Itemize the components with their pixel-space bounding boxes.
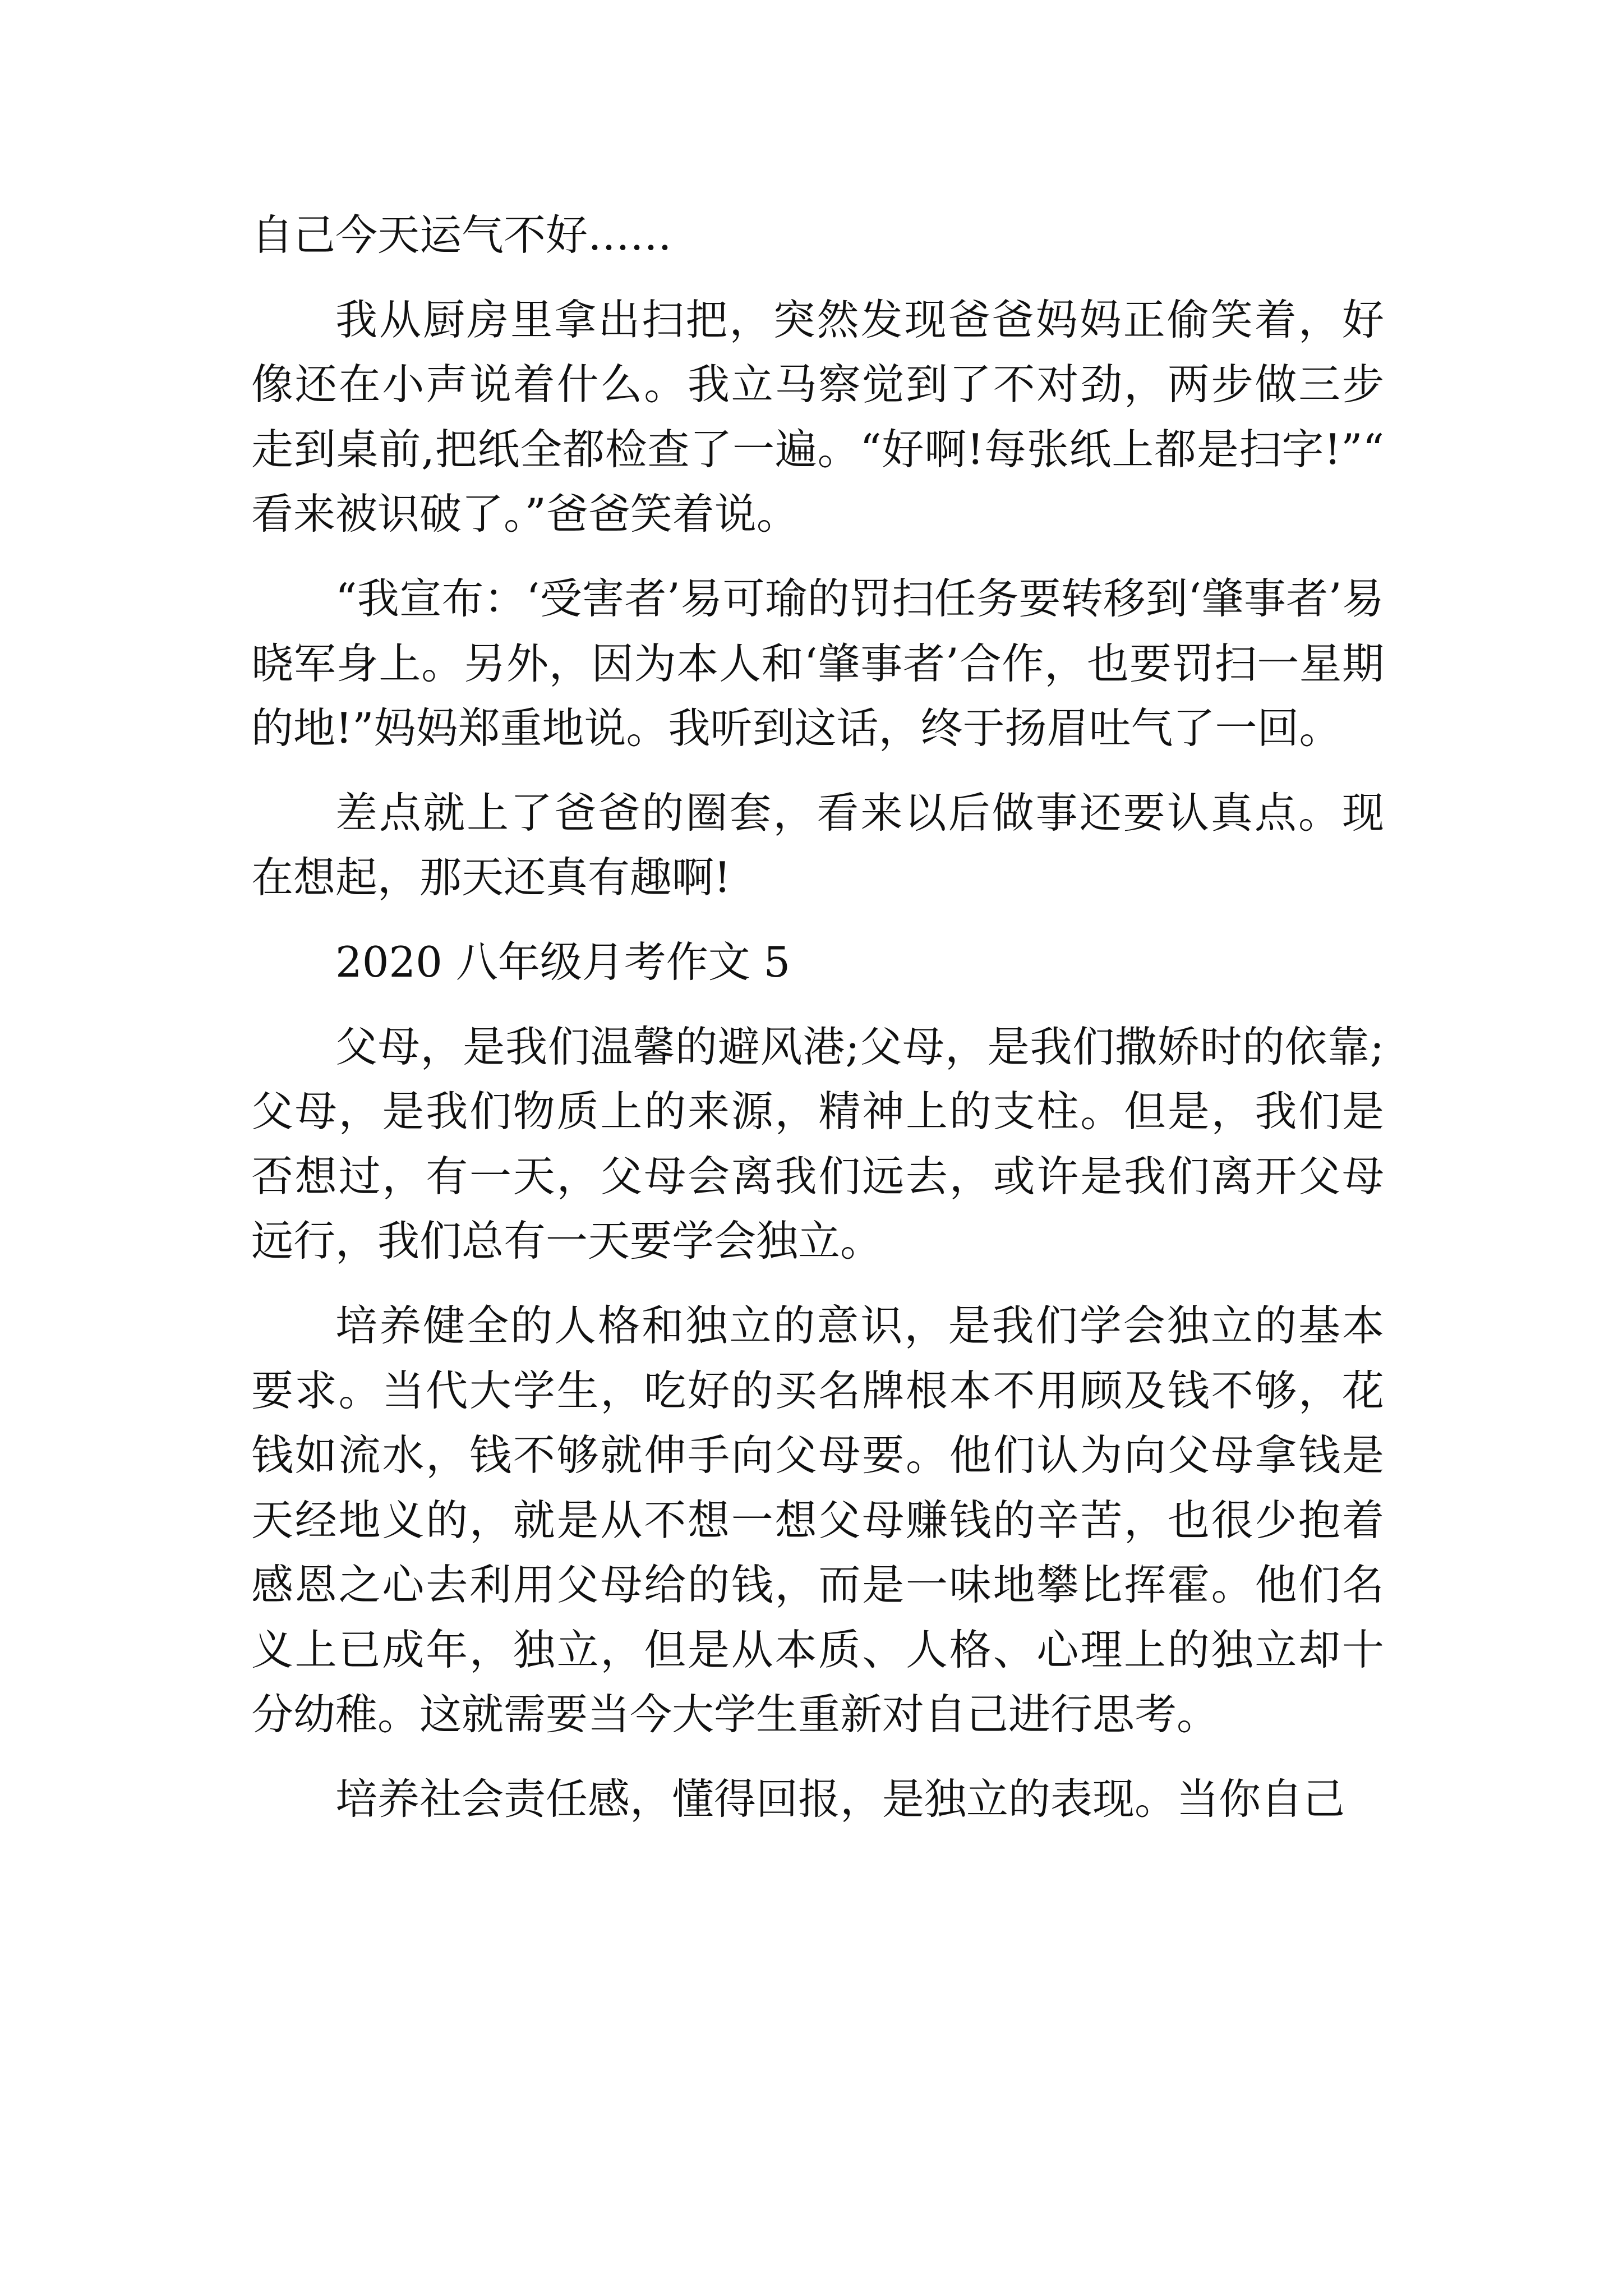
paragraph-reflection: 差点就上了爸爸的圈套，看来以后做事还要认真点。现在想起，那天还真有趣啊! [251, 788, 1384, 903]
paragraph-independent-personality: 培养健全的人格和独立的意识，是我们学会独立的基本要求。当代大学生，吃好的买名牌根本不用顾及钱不够，花钱如流水，钱不够就伸手向父母要。他们认为向父母拿钱是天经地义的，就是从不想一想父母赚钱的辛苦，也很少抱着感恩之心去利用父母给的钱，而是一味地攀比挥霍。他们名义上已成年，独立，但是从本质、人格、心理上的独立却十分幼稚。这就需要当今大学生重新对自己进行思考。 [251, 1301, 1384, 1740]
document-body [251, 203, 1384, 1852]
paragraph-social-responsibility: 培养社会责任感，懂得回报，是独立的表现。当你自己 [335, 1774, 1345, 1824]
paragraph-continuation: 自己今天运气不好…… [251, 210, 672, 260]
paragraph-mother-announcement: “我宣布：‘受害者’易可瑜的罚扫任务要转移到‘肇事者’易晓军身上。另外，因为本人和‘肇事者’合作，也要罚扫一星期的地!”妈妈郑重地说。我听到这话，终于扬眉吐气了一回。 [251, 574, 1384, 753]
paragraph-kitchen-broom: 我从厨房里拿出扫把，突然发现爸爸妈妈正偷笑着，好像还在小声说着什么。我立马察觉到了不对劲，两步做三步走到桌前,把纸全都检查了一遍。“好啊!每张纸上都是扫字!”“看来被识破了。”爸爸笑着说。 [251, 295, 1384, 539]
essay-heading: 2020 八年级月考作文 5 [335, 937, 791, 987]
paragraph-parents-harbor: 父母，是我们温馨的避风港;父母，是我们撒娇时的依靠;父母，是我们物质上的来源，精神上的支柱。但是，我们是否想过，有一天，父母会离我们远去，或许是我们离开父母远行，我们总有一天要学会独立。 [251, 1022, 1384, 1266]
